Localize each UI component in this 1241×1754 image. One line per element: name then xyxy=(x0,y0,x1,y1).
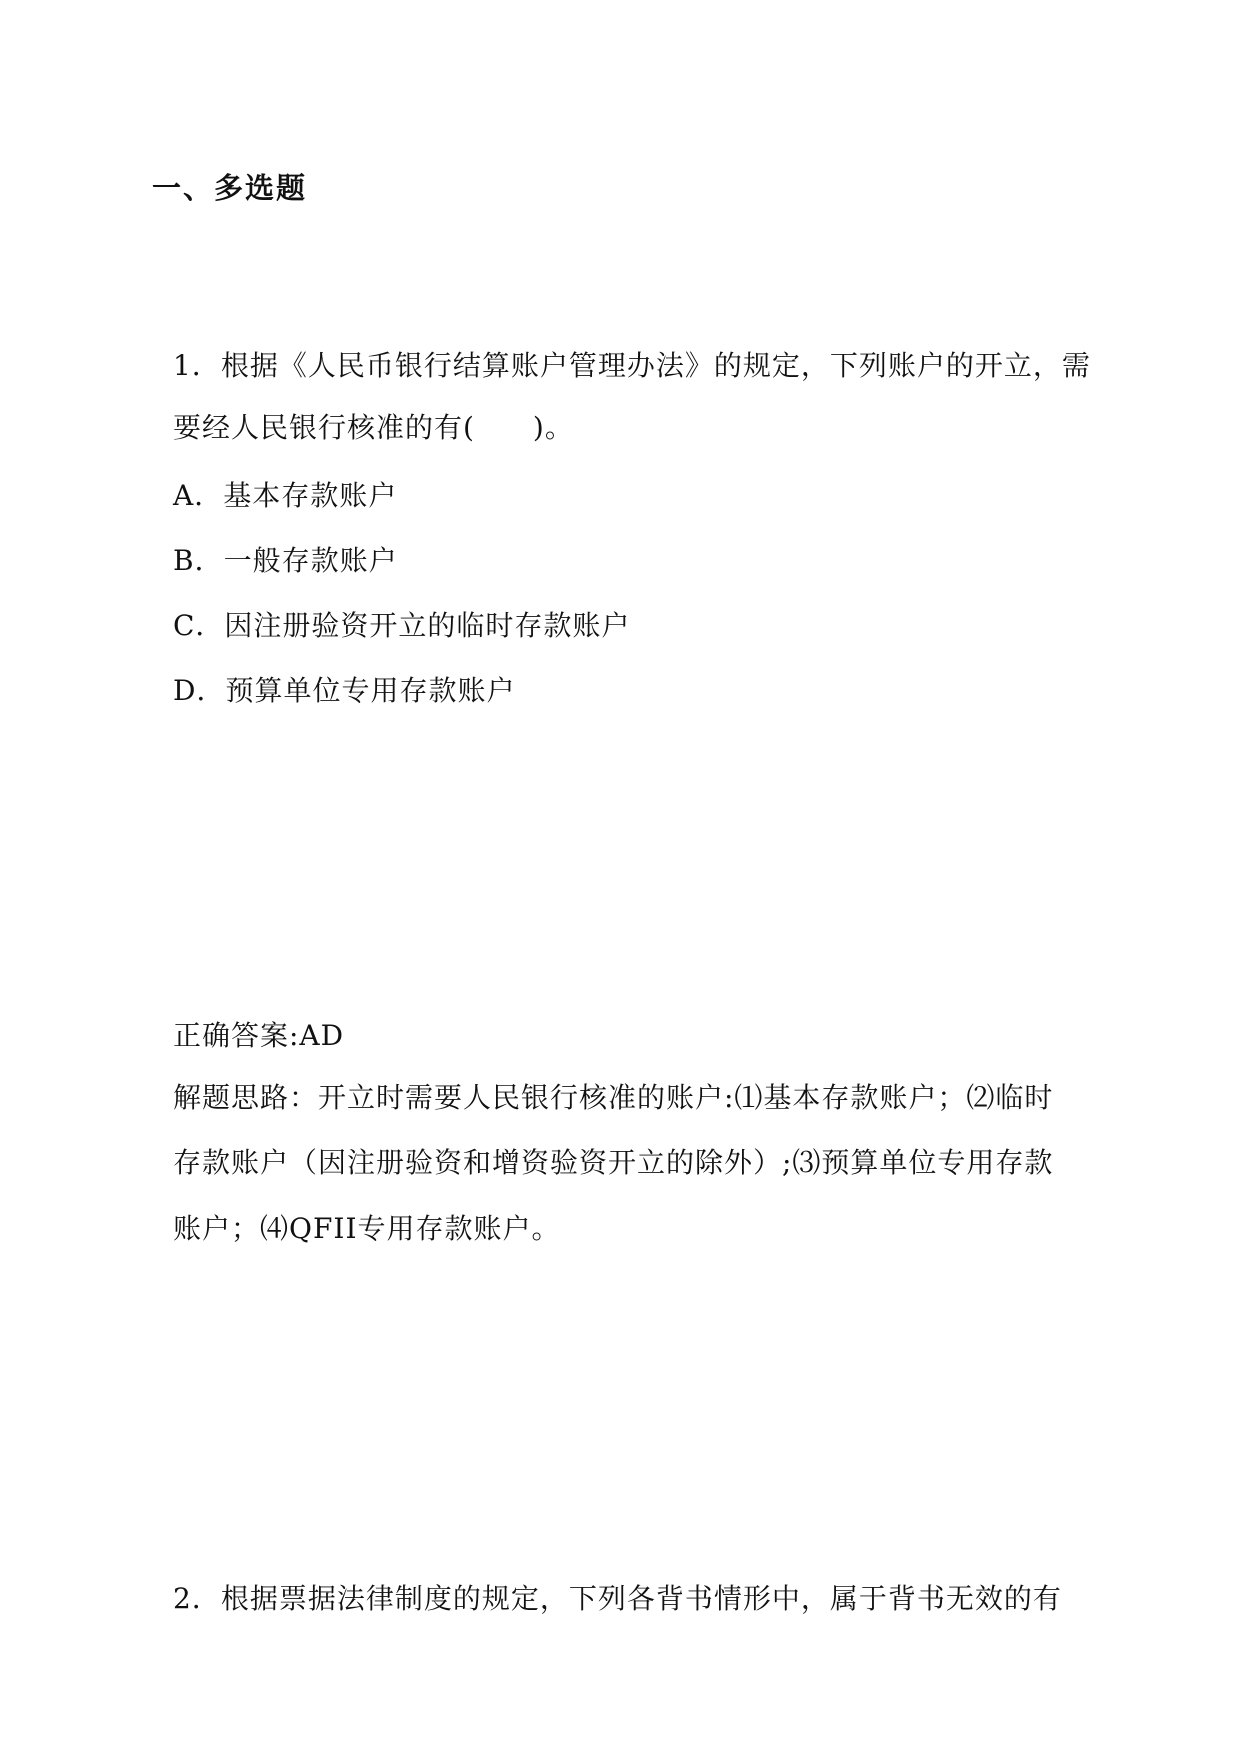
option-d: D．预算单位专用存款账户 xyxy=(173,674,516,707)
section-heading: 一、多选题 xyxy=(152,171,308,205)
question-1-stem-line-1: 1．根据《人民币银行结算账户管理办法》的规定，下列账户的开立，需 xyxy=(173,349,1091,382)
explanation-line-1: 解题思路：开立时需要人民银行核准的账户:⑴基本存款账户；⑵临时 xyxy=(173,1081,1054,1114)
option-c: C．因注册验资开立的临时存款账户 xyxy=(173,609,631,642)
option-b: B．一般存款账户 xyxy=(173,544,398,577)
question-2-stem-line-1: 2．根据票据法律制度的规定，下列各背书情形中，属于背书无效的有 xyxy=(173,1582,1062,1615)
explanation-line-2: 存款账户（因注册验资和增资验资开立的除外）;⑶预算单位专用存款 xyxy=(173,1146,1054,1179)
question-1-stem-line-2: 要经人民银行核准的有( )。 xyxy=(173,411,574,444)
option-a: A．基本存款账户 xyxy=(173,479,398,512)
answer-line: 正确答案:AD xyxy=(173,1019,345,1052)
explanation-line-3: 账户；⑷QFII专用存款账户。 xyxy=(173,1212,561,1245)
